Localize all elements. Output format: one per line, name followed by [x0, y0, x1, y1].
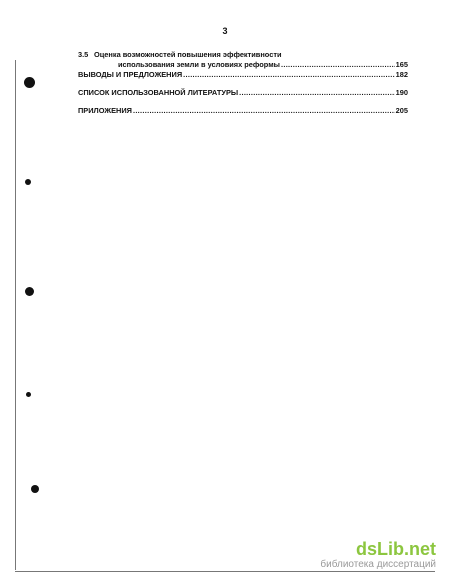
toc-entry-text: ВЫВОДЫ И ПРЕДЛОЖЕНИЯ: [78, 70, 183, 79]
toc-entry-text: СПИСОК ИСПОЛЬЗОВАННОЙ ЛИТЕРАТУРЫ: [78, 88, 239, 97]
binding-hole-mark: [25, 287, 34, 296]
binding-hole-mark: [31, 485, 39, 493]
toc-entry-text: использования земли в условиях реформы: [118, 60, 280, 69]
toc-section-number: 3.5: [78, 50, 89, 59]
toc-entry-conclusions: [78, 70, 408, 80]
binding-hole-mark: [24, 77, 35, 88]
toc-page-number: 165: [395, 60, 408, 69]
bottom-margin-line: [15, 571, 435, 572]
toc-leader-dots: [281, 60, 395, 70]
dslib-watermark: [320, 539, 436, 571]
page-number: 3: [222, 26, 228, 36]
toc-page-number: 182: [395, 70, 408, 79]
left-margin-line: [15, 60, 16, 570]
table-of-contents: [78, 50, 408, 116]
toc-entry-text: Оценка возможностей повышения эффективности: [94, 50, 282, 59]
toc-leader-dots: [183, 70, 395, 80]
binding-hole-mark: [25, 179, 31, 185]
toc-page-number: 205: [395, 106, 408, 115]
toc-leader-dots: [239, 88, 395, 98]
toc-entry-references: [78, 88, 408, 98]
toc-page-number: 190: [395, 88, 408, 97]
watermark-subtitle: библиотека диссертаций: [320, 559, 436, 570]
toc-leader-dots: [133, 106, 395, 116]
toc-entry-3-5-title: [78, 50, 408, 60]
toc-entry-appendices: [78, 106, 408, 116]
watermark-logo: dsLib.net: [356, 539, 436, 559]
binding-hole-mark: [26, 392, 31, 397]
toc-entry-text: ПРИЛОЖЕНИЯ: [78, 106, 132, 115]
toc-entry-3-5-continuation: [78, 60, 408, 70]
